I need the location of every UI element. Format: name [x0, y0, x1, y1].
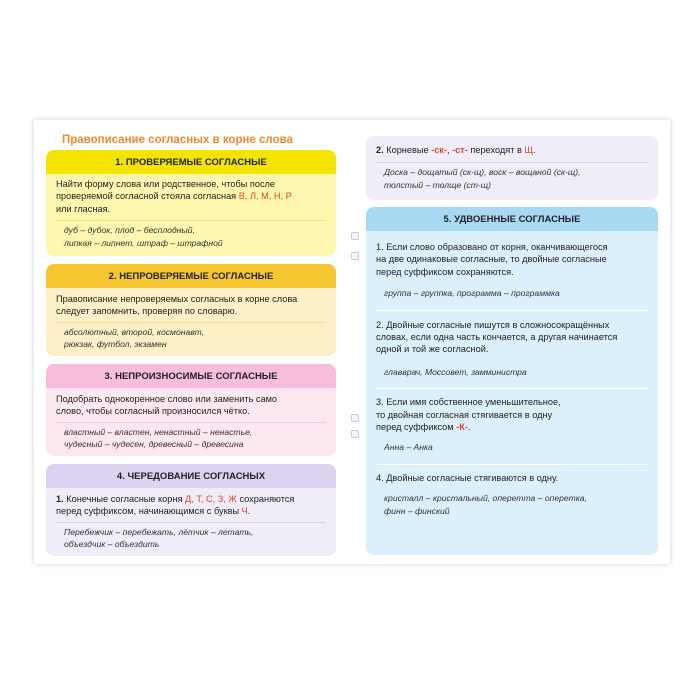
- rule-1-example: группа – группка, программа – программка: [384, 288, 560, 299]
- binding-clip: [351, 232, 359, 240]
- card-header: 5. УДВОЕННЫЕ СОГЛАСНЫЕ: [366, 207, 658, 231]
- binding-clip: [351, 430, 359, 438]
- card-uncheckable-consonants: [46, 264, 336, 356]
- card-rule-text: Правописание непроверяемых согласных в корне слова следует запомнить, проверяя по словарю.: [56, 294, 298, 317]
- card-examples: Доска – дощатый (ск-щ), воск – вощаной (ск-щ), толстый – толще (ст-щ): [384, 167, 581, 190]
- card-checkable-consonants: [46, 150, 336, 256]
- card-examples: дуб – дубок, плод – бесплодный, липкая – липнет, штраф – штрафной: [64, 225, 223, 248]
- card-header: 4. ЧЕРЕДОВАНИЕ СОГЛАСНЫХ: [46, 464, 336, 488]
- rule-2-example: главврач, Моссовет, замминистра: [384, 366, 527, 377]
- binding-clip: [351, 414, 359, 422]
- rule-3-example: Анна – Анка: [384, 442, 433, 453]
- rule-1: 1. Если слово образовано от корня, оканчивающегося на две одинаковые согласные, то двойные согласные перед суффиксом сохраняются.: [376, 242, 608, 277]
- card-rule-text: Найти форму слова или родственное, чтобы после проверяемой согласной стояла согласная В, Л, М, Н, Р или гласная.: [56, 179, 292, 214]
- card-silent-consonants: [46, 364, 336, 456]
- card-alternation-continued: [366, 136, 658, 200]
- card-header: 1. ПРОВЕРЯЕМЫЕ СОГЛАСНЫЕ: [46, 150, 336, 174]
- card-rule-text: 1. Конечные согласные корня Д, Т, С, З, Ж сохраняются перед суффиксом, начинающимся с буквы Ч.: [56, 494, 295, 517]
- rule-4-examples: кристалл – кристальный, оперетта – оперетка, финн – финский: [384, 493, 587, 516]
- card-examples: абсолютный, второй, космонавт, рюкзак, футбол, экзамен: [64, 326, 205, 350]
- page-title: Правописание согласных в корне слова: [62, 134, 293, 146]
- card-header: 3. НЕПРОИЗНОСИМЫЕ СОГЛАСНЫЕ: [46, 364, 336, 388]
- card-header: 2. НЕПРОВЕРЯЕМЫЕ СОГЛАСНЫЕ: [46, 264, 336, 288]
- rule-2: 2. Двойные согласные пишутся в сложносокращённых словах, если одна часть кончается, а другая начинается одной и той же согласной.: [376, 319, 618, 355]
- rule-3: 3. Если имя собственное уменьшительное, то двойная согласная стягивается в одну перед суффиксом -К-.: [376, 397, 561, 433]
- card-double-consonants: [366, 207, 658, 555]
- card-examples: властный – властен, ненастный – ненастье, чудесный – чудесен, древесный – древесина: [64, 426, 253, 450]
- card-rule-text: 2. Корневые -ск-, -ст- переходят в Щ.: [376, 145, 536, 155]
- card-examples: Перебежчик – перебежать, лётчик – летать, объездчик – объездить: [64, 526, 254, 550]
- binding-clip: [351, 252, 359, 260]
- rule-4: 4. Двойные согласные стягиваются в одну.: [376, 472, 559, 483]
- card-alternation-consonants: [46, 464, 336, 556]
- card-rule-text: Подобрать однокоренное слово или заменить само слово, чтобы согласный произносился чётко.: [56, 394, 278, 417]
